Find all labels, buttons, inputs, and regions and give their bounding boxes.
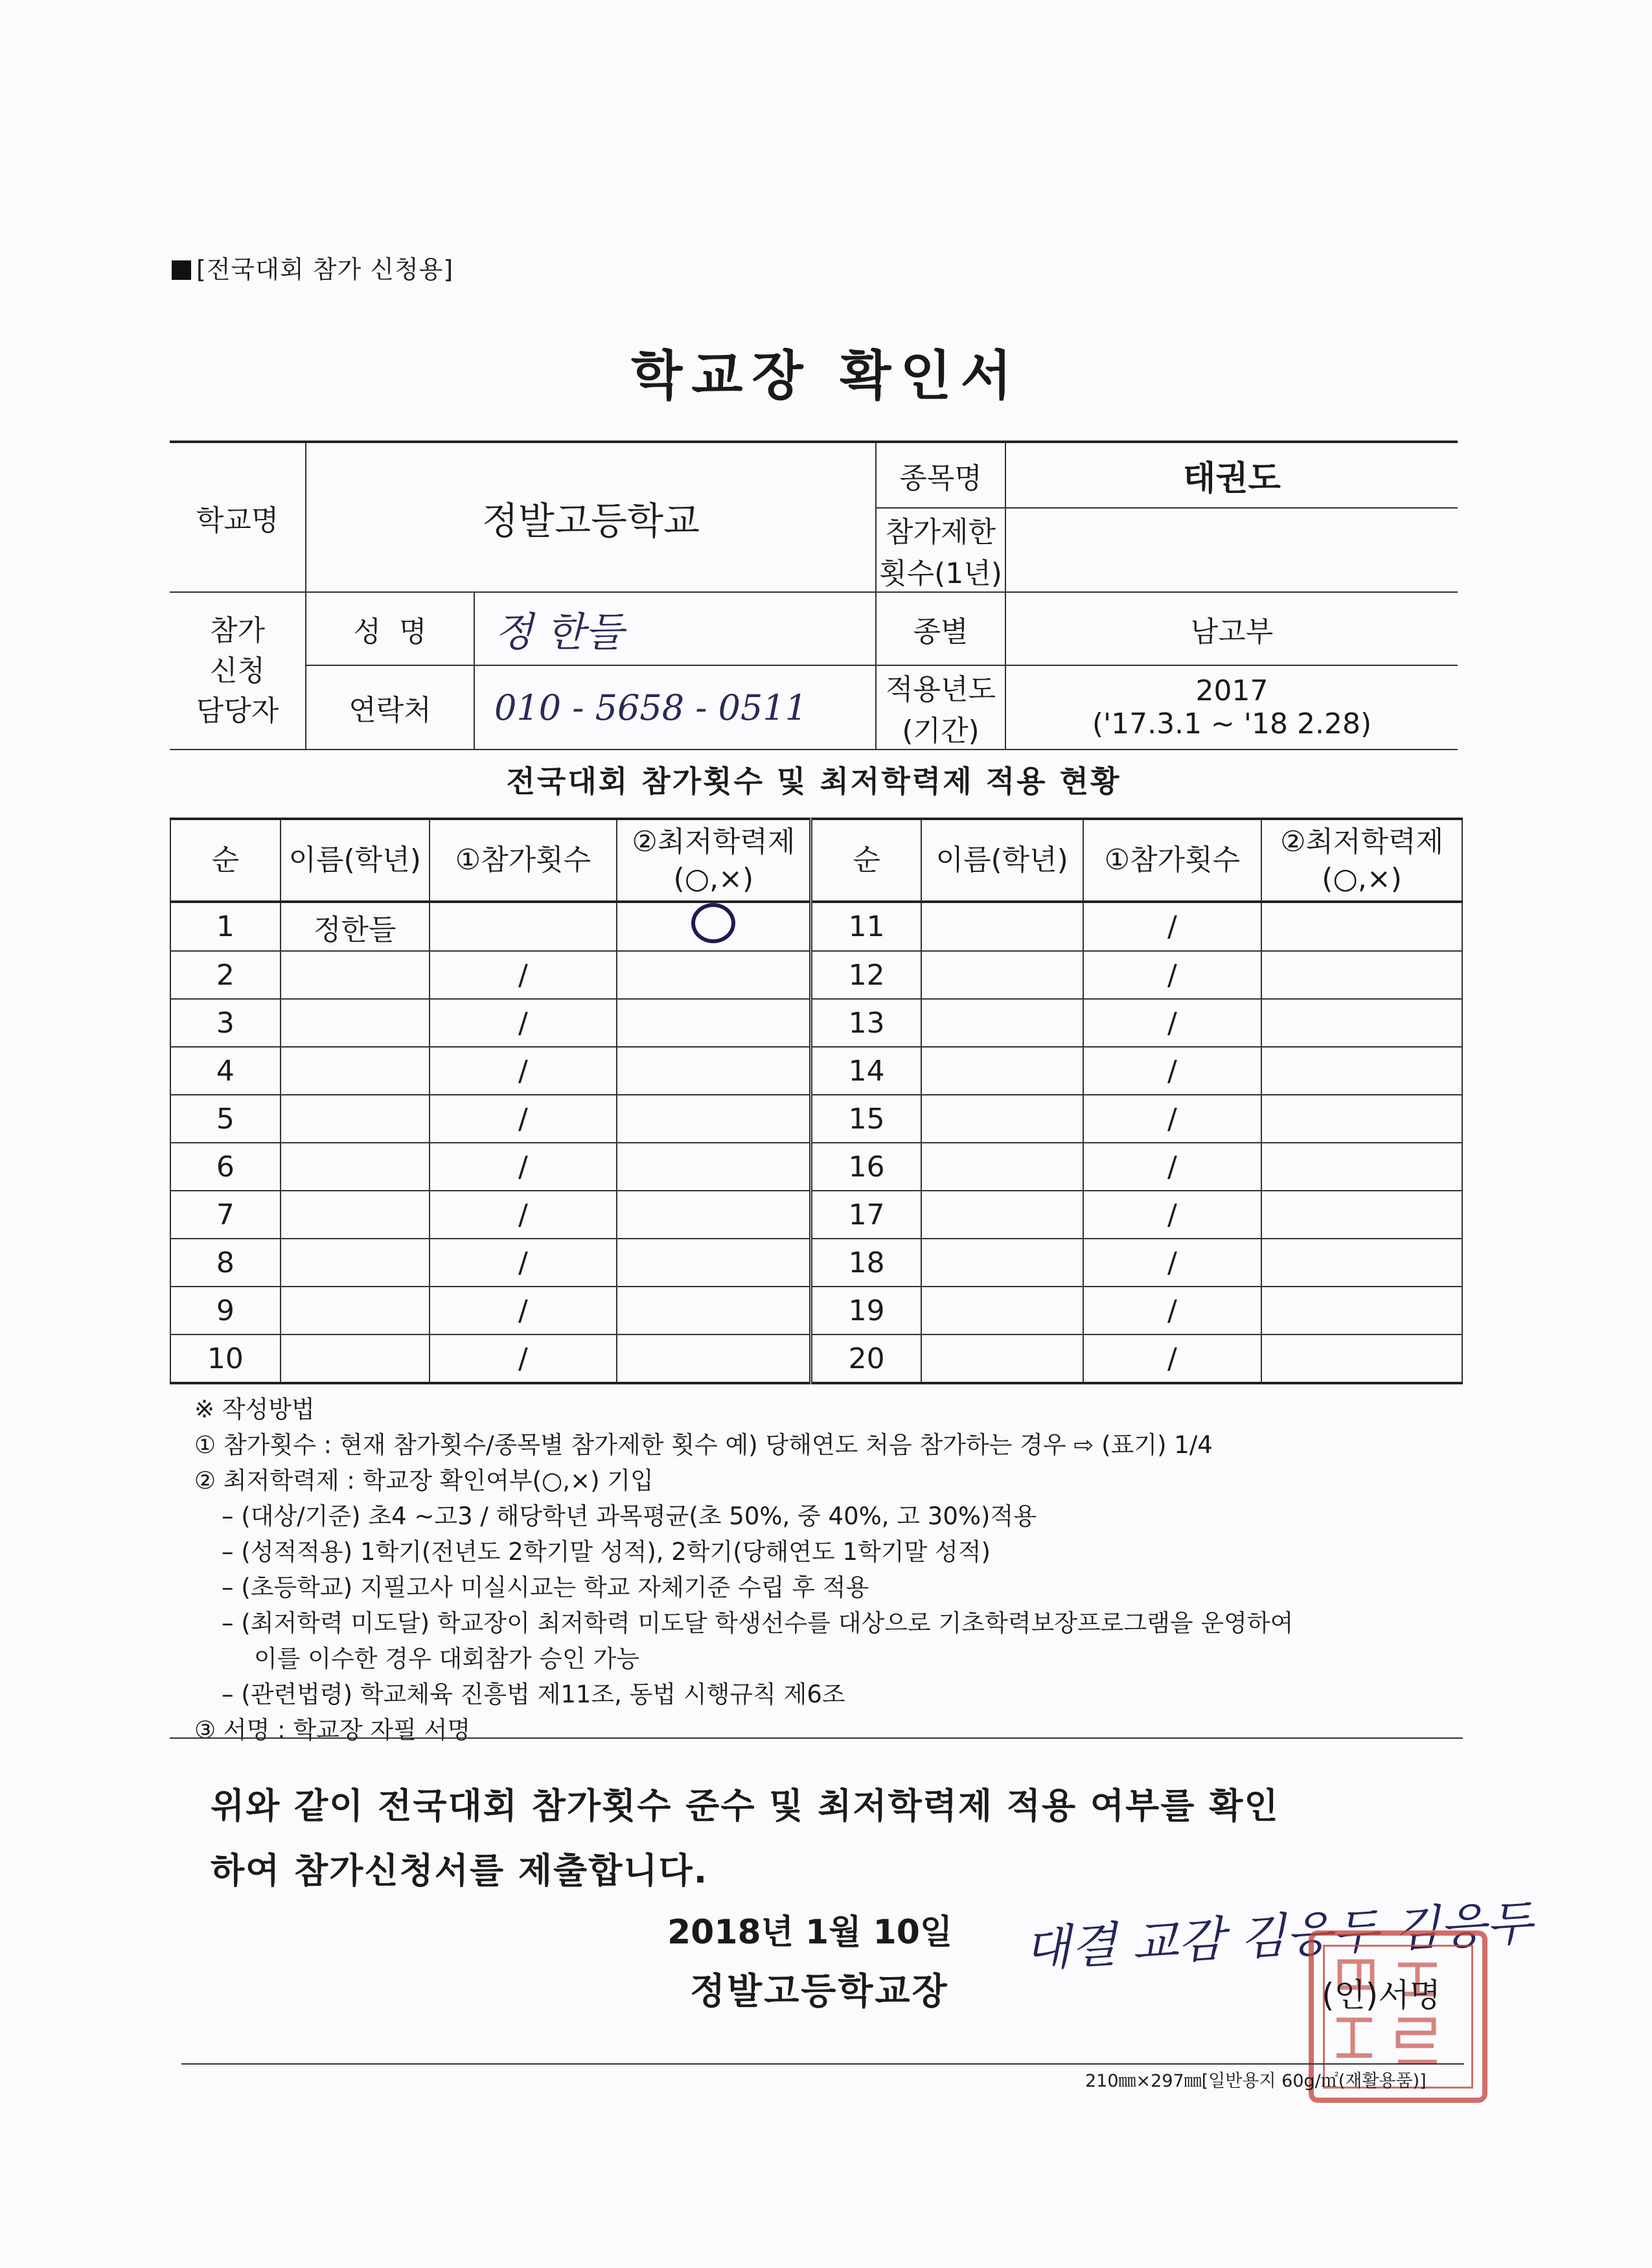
year-label: 적용년도 (기간)	[876, 665, 1005, 750]
cell-no: 3	[170, 999, 281, 1047]
cell-name: 정한들	[281, 902, 430, 951]
cell-mark	[1261, 1047, 1462, 1095]
cell-no: 10	[170, 1334, 281, 1383]
cell-count: /	[1083, 1143, 1262, 1191]
cell-no: 6	[170, 1143, 281, 1191]
cell-mark	[617, 1191, 811, 1239]
cell-name	[281, 1143, 430, 1191]
table-header-row	[170, 819, 1462, 902]
table-row	[170, 1287, 1462, 1334]
header-minimum: ②최저학력제 (○,×)	[1261, 819, 1462, 902]
name-label: 성 명	[306, 592, 474, 665]
cell-name	[921, 1334, 1083, 1383]
table-row	[170, 1095, 1462, 1143]
cell-name	[281, 1334, 430, 1383]
cell-mark	[617, 1047, 811, 1095]
cell-no: 14	[811, 1047, 921, 1095]
instruction-2b: – (성적적용) 1학기(전년도 2학기말 성적), 2학기(당해연도 1학기말 성적)	[222, 1538, 991, 1566]
header-no: 순	[170, 819, 281, 902]
cell-count: /	[430, 951, 617, 999]
cell-name	[921, 1191, 1083, 1239]
cell-name	[921, 902, 1083, 951]
cell-name	[281, 1095, 430, 1143]
confirmation-statement: 위와 같이 전국대회 참가횟수 준수 및 최저학력제 적용 여부를 확인 하여 참가신청서를 제출합니다.	[211, 1785, 1279, 1891]
cell-count: /	[1083, 1191, 1262, 1239]
cell-mark	[617, 1143, 811, 1191]
limit-label: 참가제한 횟수(1년)	[876, 508, 1005, 592]
document-title: 학교장 확인서	[631, 345, 1021, 407]
cell-no: 12	[811, 951, 921, 999]
sign-label: (인)서명	[1322, 1976, 1441, 2014]
cell-count: /	[430, 1047, 617, 1095]
cell-count: /	[1083, 1047, 1262, 1095]
cell-name	[281, 1047, 430, 1095]
cell-no: 1	[170, 902, 281, 951]
cell-mark	[617, 902, 811, 951]
cell-mark	[617, 1287, 811, 1334]
table-row	[170, 1239, 1462, 1287]
cell-count: /	[430, 1239, 617, 1287]
cell-mark	[1261, 1143, 1462, 1191]
school-label: 학교명	[170, 442, 306, 592]
cell-mark	[1261, 1287, 1462, 1334]
cell-mark	[617, 1095, 811, 1143]
instruction-2c: – (초등학교) 지필고사 미실시교는 학교 자체기준 수립 후 적용	[222, 1574, 869, 1601]
cell-name	[921, 951, 1083, 999]
cell-mark	[1261, 951, 1462, 999]
cell-count: /	[1083, 1095, 1262, 1143]
principal-title: 정발고등학교장	[690, 1971, 949, 2013]
cell-count: /	[430, 1143, 617, 1191]
cell-count	[430, 902, 617, 951]
cell-name	[921, 1239, 1083, 1287]
instruction-2: ② 최저학력제 : 학교장 확인여부(○,×) 기입	[194, 1467, 654, 1495]
year-value: 2017 ('17.3.1 ~ '18 2.28)	[1005, 665, 1458, 750]
cell-no: 5	[170, 1095, 281, 1143]
sport-value: 태권도	[1005, 442, 1458, 508]
cell-no: 16	[811, 1143, 921, 1191]
sport-label: 종목명	[876, 442, 1005, 508]
cell-name	[281, 1287, 430, 1334]
cell-name	[281, 999, 430, 1047]
cell-count: /	[1083, 1334, 1262, 1383]
cell-mark	[617, 1334, 811, 1383]
cell-no: 9	[170, 1287, 281, 1334]
instruction-2d: – (최저학력 미도달) 학교장이 최저학력 미도달 학생선수를 대상으로 기초학력보장프로그램을 운영하여	[222, 1609, 1294, 1637]
cell-count: /	[1083, 1287, 1262, 1334]
header-minimum: ②최저학력제 (○,×)	[617, 819, 811, 902]
cell-no: 7	[170, 1191, 281, 1239]
section-title: 전국대회 참가횟수 및 최저학력제 적용 현황	[506, 764, 1121, 799]
instruction-2d-cont: 이를 이수한 경우 대회참가 승인 가능	[254, 1645, 639, 1673]
cell-name	[281, 951, 430, 999]
table-row	[170, 1047, 1462, 1095]
table-row	[170, 999, 1462, 1047]
header-count: ①참가횟수	[1083, 819, 1262, 902]
cell-no: 20	[811, 1334, 921, 1383]
cell-name	[921, 1095, 1083, 1143]
black-square-icon	[172, 260, 191, 280]
cell-mark	[1261, 902, 1462, 951]
cell-no: 11	[811, 902, 921, 951]
form-tag: [전국대회 참가 신청용]	[172, 249, 453, 285]
division-label: 종별	[876, 592, 1005, 665]
instruction-2e: – (관련법령) 학교체육 진흥법 제11조, 동법 시행규칙 제6조	[222, 1680, 845, 1708]
date: 2018년 1월 10일	[667, 1913, 953, 1952]
cell-name	[921, 1287, 1083, 1334]
instruction-1: ① 참가횟수 : 현재 참가횟수/종목별 참가제한 횟수 예) 당해연도 처음 참가하는 경우 ⇨ (표기) 1/4	[194, 1431, 1213, 1459]
school-name: 정발고등학교	[306, 442, 876, 592]
cell-no: 15	[811, 1095, 921, 1143]
applicant-name: 정 한들	[474, 592, 876, 665]
divider	[170, 1737, 1463, 1739]
header-count: ①참가횟수	[430, 819, 617, 902]
header-name: 이름(학년)	[921, 819, 1083, 902]
info-table	[170, 441, 1458, 750]
table-row	[170, 1143, 1462, 1191]
cell-mark	[617, 951, 811, 999]
cell-name	[921, 999, 1083, 1047]
writing-instructions	[194, 1392, 1464, 1748]
applicant-label: 참가 신청 담당자	[170, 592, 306, 750]
cell-mark	[617, 999, 811, 1047]
cell-count: /	[430, 1334, 617, 1383]
cell-no: 4	[170, 1047, 281, 1095]
table-row	[170, 951, 1462, 999]
instruction-2a: – (대상/기준) 초4 ~고3 / 해당학년 과목평균(초 50%, 중 40%, 고 30%)적용	[222, 1502, 1037, 1530]
footer-divider	[181, 2063, 1464, 2065]
cell-name	[921, 1143, 1083, 1191]
paper-spec: 210㎜×297㎜[일반용지 60g/㎡(재활용품)]	[1085, 2071, 1427, 2091]
cell-count: /	[1083, 1239, 1262, 1287]
participation-table	[170, 818, 1463, 1384]
instruction-3: ③ 서명 : 학교장 자필 서명	[194, 1716, 471, 1744]
cell-name	[921, 1047, 1083, 1095]
cell-count: /	[430, 1191, 617, 1239]
cell-count: /	[430, 1095, 617, 1143]
cell-count: /	[1083, 951, 1262, 999]
cell-count: /	[430, 1287, 617, 1334]
cell-mark	[1261, 1239, 1462, 1287]
table-row	[170, 902, 1462, 951]
cell-mark	[1261, 999, 1462, 1047]
division-value: 남고부	[1005, 592, 1458, 665]
instructions-heading: ※ 작성방법	[194, 1395, 315, 1423]
contact-value: 010 - 5658 - 0511	[474, 665, 876, 750]
cell-name	[281, 1191, 430, 1239]
cell-mark	[1261, 1334, 1462, 1383]
cell-count: /	[430, 999, 617, 1047]
limit-value	[1005, 508, 1458, 592]
cell-no: 13	[811, 999, 921, 1047]
cell-mark	[1261, 1191, 1462, 1239]
cell-no: 8	[170, 1239, 281, 1287]
cell-count: /	[1083, 902, 1262, 951]
table-row	[170, 1334, 1462, 1383]
cell-name	[281, 1239, 430, 1287]
cell-count: /	[1083, 999, 1262, 1047]
header-no: 순	[811, 819, 921, 902]
cell-mark	[1261, 1095, 1462, 1143]
handwritten-signature: 대결 교감 김응두 김응두	[1022, 1895, 1534, 1978]
cell-no: 19	[811, 1287, 921, 1334]
header-name: 이름(학년)	[281, 819, 430, 902]
cell-no: 2	[170, 951, 281, 999]
handwritten-circle-mark	[691, 903, 735, 943]
cell-no: 17	[811, 1191, 921, 1239]
cell-no: 18	[811, 1239, 921, 1287]
cell-mark	[617, 1239, 811, 1287]
contact-label: 연락처	[306, 665, 474, 750]
table-row	[170, 1191, 1462, 1239]
